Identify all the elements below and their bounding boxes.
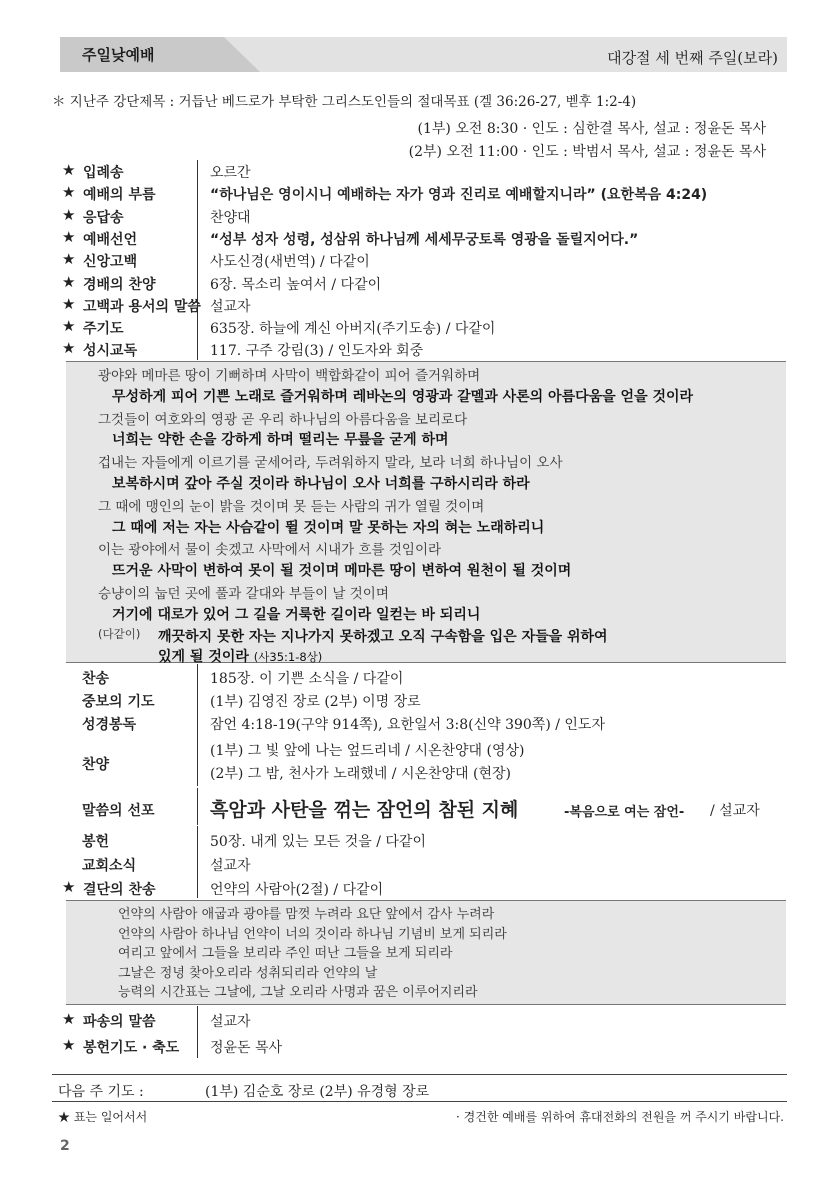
standing-star-icon: ★ — [62, 317, 76, 336]
order-value: “성부 성자 성령, 성삼위 하나님께 세세무궁토록 영광을 돌릴지어다.” — [210, 231, 639, 248]
reading-congregation-line: 무성하게 피어 기쁜 노래로 즐거워하며 레바논의 영광과 갈멜과 사론의 아름다움을 얻을 것이라 — [112, 388, 694, 405]
order-label-sermon: 말씀의 선포 — [82, 803, 155, 819]
page-subtitle: 대강절 세 번째 주일(보라) — [607, 49, 778, 67]
order-label: 예배선언 — [83, 231, 138, 248]
footer-divider-bottom — [52, 1101, 787, 1102]
standing-star-icon: ★ — [62, 878, 76, 896]
reading-congregation-line: 너희는 약한 손을 강하게 하며 떨리는 무릎을 굳게 하며 — [112, 432, 449, 449]
order-value: 오르간 — [210, 165, 251, 181]
order-label: 봉헌 — [82, 834, 110, 850]
order-row — [62, 877, 784, 899]
page-number: 2 — [60, 1138, 70, 1154]
order-label: 예배의 부름 — [83, 187, 156, 204]
order-row — [62, 1035, 784, 1057]
order-label: 고백과 용서의 말씀 — [83, 298, 201, 315]
hymn-lyric-line: 여리고 앞에서 그들을 보리라 주인 떠난 그들을 보게 되리라 — [118, 946, 453, 962]
order-label: 봉헌기도 · 축도 — [83, 1040, 180, 1056]
order-row — [62, 1009, 784, 1031]
reading-leader-line: 이는 광야에서 물이 솟겠고 사막에서 시내가 흐를 것임이라 — [98, 542, 442, 559]
standing-star-icon: ★ — [62, 227, 76, 246]
next-prayer-label: 다음 주 기도 : — [58, 1084, 144, 1100]
phone-notice: · 경건한 예배를 위하여 휴대전화의 전원을 꺼 주시기 바랍니다. — [456, 1110, 784, 1124]
order-label: 응답송 — [83, 209, 124, 226]
order-label: 파송의 말씀 — [83, 1014, 156, 1030]
anthem-line-1: (1부) 그 빛 앞에 나는 엎드리네 / 시온찬양대 (영상) — [210, 743, 525, 759]
order-label: 성시교독 — [83, 343, 138, 360]
service-time-1: (1부) 오전 8:30 · 인도 : 심한결 목사, 설교 : 정윤돈 목사 — [417, 121, 766, 137]
reading-congregation-line: 보복하시며 갚아 주실 것이라 하나님이 오사 너희를 구하시리라 하라 — [112, 476, 530, 492]
order-label: 결단의 찬송 — [83, 882, 156, 898]
order-label: 신앙고백 — [83, 254, 138, 271]
page-title: 주일낮예배 — [82, 46, 155, 64]
reading-final-line1: 깨끗하지 못한 자는 지나가지 못하겠고 오직 구속함을 입은 자들을 위하여 — [158, 629, 608, 645]
order-row — [62, 853, 784, 875]
order-row — [62, 689, 784, 711]
reading-final-prefix — [98, 626, 140, 642]
order-label: 교회소식 — [82, 858, 137, 874]
order-row — [62, 712, 784, 734]
order-row — [62, 182, 784, 204]
order-row — [62, 294, 784, 316]
reading-congregation-line: 뜨거운 사막이 변하여 못이 될 것이며 메마른 땅이 변하여 원천이 될 것이며 — [112, 563, 572, 580]
order-row — [62, 227, 784, 249]
hymn-lyric-line: 그날은 정녕 찾아오리라 성취되리라 언약의 날 — [118, 965, 378, 981]
order-row — [62, 272, 784, 294]
reading-leader-line: 승냥이의 눕던 곳에 풀과 갈대와 부들이 날 것이며 — [98, 586, 389, 602]
reading-scripture-ref: (사35:1-8상) — [253, 650, 323, 664]
order-row — [62, 338, 784, 360]
reading-final-line2-text: 있게 될 것이라 — [158, 649, 249, 665]
sermon-subtitle: -복음으로 여는 잠언- — [564, 805, 685, 820]
order-value: 찬양대 — [210, 209, 251, 226]
order-row — [62, 316, 784, 338]
order-row — [62, 160, 784, 182]
standing-note: ★ 표는 일어서서 — [58, 1110, 148, 1124]
order-value: 6장. 목소리 높여서 / 다같이 — [210, 276, 382, 293]
reading-leader-line: 겁내는 자들에게 이르기를 굳세어라, 두려워하지 말라, 보라 너희 하나님이 오사 — [98, 455, 563, 472]
standing-star-icon: ★ — [62, 250, 76, 269]
order-value: “하나님은 영이시니 예배하는 자가 영과 진리로 예배할지니라” (요한복음 4:24) — [210, 187, 708, 204]
order-value: (1부) 김영진 장로 (2부) 이명 장로 — [210, 694, 421, 710]
order-value: 사도신경(새번역) / 다같이 — [210, 254, 370, 271]
order-value: 설교자 — [210, 858, 251, 874]
standing-star-icon: ★ — [62, 339, 76, 358]
hymn-lyric-line: 능력의 시간표는 그날에, 그날 오리라 사명과 꿈은 이루어지리라 — [118, 985, 478, 1001]
order-value: 설교자 — [210, 1014, 251, 1030]
order-row — [62, 205, 784, 227]
standing-star-icon: ★ — [62, 272, 76, 291]
order-value: 50장. 내게 있는 모든 것을 / 다같이 — [210, 834, 426, 850]
order-value: 185장. 이 기쁜 소식을 / 다같이 — [210, 671, 404, 687]
reading-leader-line: 그것들이 여호와의 영광 곧 우리 하나님의 아름다움을 보리로다 — [98, 411, 468, 428]
reading-final-prefix-text: (다같이) — [98, 627, 141, 641]
order-value: 117. 구주 강림(3) / 인도자와 회중 — [210, 343, 424, 360]
order-value: 잠언 4:18-19(구약 914쪽), 요한일서 3:8(신약 390쪽) / 인도자 — [210, 717, 605, 733]
order-label: 중보의 기도 — [82, 694, 155, 710]
footer-divider-top — [52, 1074, 787, 1075]
order-label: 주기도 — [83, 321, 124, 338]
order-row — [62, 666, 784, 688]
service-time-2: (2부) 오전 11:00 · 인도 : 박범서 목사, 설교 : 정윤돈 목사 — [408, 144, 766, 160]
reading-congregation-line: 그 때에 저는 자는 사슴같이 뛸 것이며 말 못하는 자의 혀는 노래하리니 — [112, 519, 545, 536]
sermon-title: 흑암과 사탄을 꺾는 잠언의 참된 지혜 — [210, 799, 519, 821]
order-value: 정윤돈 목사 — [210, 1040, 283, 1056]
order-label: 찬송 — [82, 671, 110, 687]
previous-sermon-title: ＊ 지난주 강단제목 : 거듭난 베드로가 부탁한 그리스도인들의 절대목표 (겔 36:26-27, 벧후 1:2-4) — [52, 94, 637, 110]
order-row — [62, 829, 784, 851]
hymn-lyric-line: 언약의 사람아 하나님 언약이 너의 것이라 하나님 기념비 보게 되리라 — [118, 926, 507, 942]
order-value: 언약의 사람아(2절) / 다같이 — [210, 882, 384, 898]
standing-star-icon: ★ — [62, 205, 76, 224]
order-value: 635장. 하늘에 계신 아버지(주기도송) / 다같이 — [210, 321, 496, 338]
order-label: 성경봉독 — [82, 717, 137, 733]
standing-star-icon: ★ — [62, 1036, 76, 1054]
standing-star-icon: ★ — [62, 1010, 76, 1028]
hymn-lyric-line: 언약의 사람아 애굽과 광야를 맘껏 누려라 요단 앞에서 감사 누려라 — [118, 907, 495, 922]
order-label: 입례송 — [83, 165, 124, 181]
standing-star-icon: ★ — [62, 294, 76, 313]
order-row — [62, 249, 784, 271]
sermon-preacher: / 설교자 — [710, 803, 760, 819]
reading-leader-line: 광야와 메마른 땅이 기뻐하며 사막이 백합화같이 피어 즐거워하며 — [98, 368, 481, 384]
reading-final-line2 — [158, 646, 322, 666]
reading-leader-line: 그 때에 맹인의 눈이 밝을 것이며 못 듣는 사람의 귀가 열릴 것이며 — [98, 498, 485, 515]
reading-congregation-line: 거기에 대로가 있어 그 길을 거룩한 길이라 일컫는 바 되리니 — [112, 606, 481, 623]
order-label: 경배의 찬양 — [83, 276, 156, 293]
standing-star-icon: ★ — [62, 183, 76, 202]
order-value: 설교자 — [210, 298, 251, 315]
next-prayer-value: (1부) 김순호 장로 (2부) 유경형 장로 — [205, 1084, 430, 1100]
anthem-line-2: (2부) 그 밤, 천사가 노래했네 / 시온찬양대 (현장) — [210, 766, 511, 782]
order-label-anthem: 찬양 — [82, 757, 110, 773]
standing-star-icon: ★ — [62, 161, 76, 179]
